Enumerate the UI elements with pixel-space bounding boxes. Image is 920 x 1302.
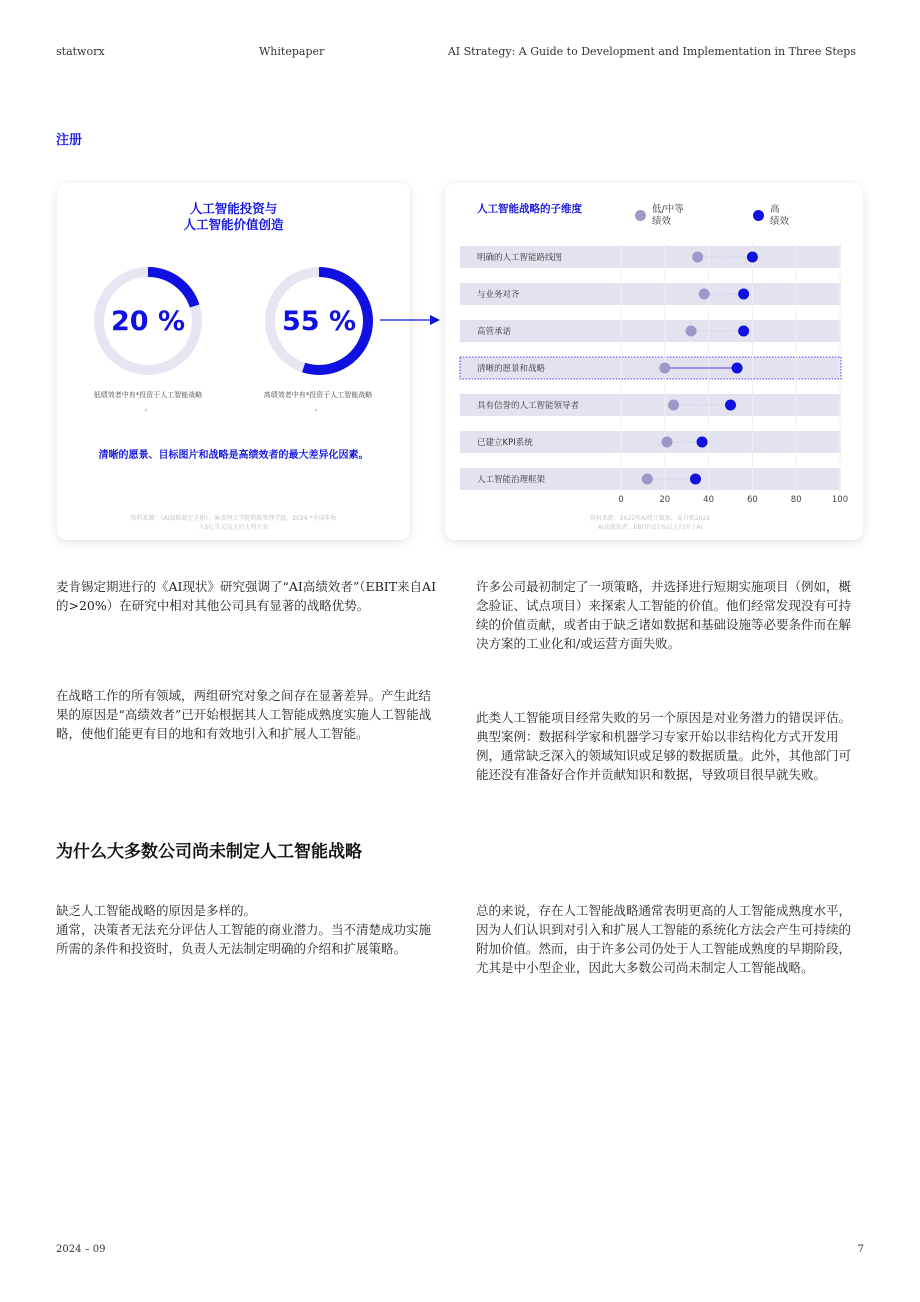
arrow-right-icon [378, 312, 442, 328]
high-performer-point [732, 363, 743, 374]
category-label: 已建立KPI系统 [477, 438, 533, 448]
chart-source-line1: 资料来源：2022年AI统计数据，麦肯锡2022 [589, 515, 711, 522]
donut-low-caption-block [71, 389, 225, 415]
legend-high-line2: 绩效 [770, 216, 790, 227]
col1-paragraph-2: 在战略工作的所有领域，两组研究对象之间存在显著差异。产生此结果的原因是“高绩效者”已开始根据其人工智能成熟度实施人工智能战略，使他们能更有目的地和有效地引入和扩展人工智能。 [56, 688, 432, 741]
header-doc-title: AI Strategy: A Guide to Development and Implementation in Three Steps [447, 45, 856, 58]
legend-low-label [652, 204, 712, 228]
col2-paragraph-2: 此类人工智能项目经常失败的另一个原因是对业务潜力的错误评估。典型案例：数据科学家和机器学习专家开始以非结构化方式开发用例，通常缺乏深入的领域知识或足够的数据质量。此外，其他部门可能还没有准备好合作并贡献知识和数据，导致项目很早就失败。 [476, 710, 852, 782]
donut-low-caption: 低绩效者中有*投资于人工智能战略 [93, 391, 203, 399]
investment-source-line1: 资料来源：《AI战略制定手册》，麻省理工学院斯隆管理学院，2024 *全球年收 [130, 515, 337, 522]
category-band [460, 320, 841, 342]
col1-paragraph-3 [56, 901, 436, 958]
category-label: 明确的人工智能路线图 [477, 253, 563, 263]
category-label: 人工智能治理框架 [477, 475, 546, 485]
high-performer-point [697, 437, 708, 448]
donut-low-performers [91, 264, 205, 378]
card-title-line2: 人工智能价值创造 [183, 217, 284, 232]
col2-paragraph-3: 总的来说，存在人工智能战略通常表明更高的人工智能成熟度水平，因为人们认识到对引入和扩展人工智能的系统化方法会产生可持续的附加价值。然而，由于许多公司仍处于人工智能成熟度的早期阶段，尤其是中小型企业，因此大多数公司尚未制定人工智能战略。 [476, 903, 852, 975]
footer-page-number: 7 [857, 1244, 864, 1255]
header-doc-type: Whitepaper [259, 45, 325, 58]
x-tick-label: 60 [746, 495, 758, 505]
investment-source [97, 514, 370, 532]
donut-low-value: 20 % [110, 305, 186, 337]
dot-plot [445, 238, 863, 518]
investment-source-line2: 入5亿美元以上的大型企业 [198, 524, 269, 531]
high-performer-point [738, 326, 749, 337]
x-tick-label: 40 [703, 495, 715, 505]
card-title-line1: 人工智能投资与 [189, 201, 278, 216]
high-performer-point [738, 289, 749, 300]
x-tick-label: 80 [790, 495, 802, 505]
investment-conclusion: 清晰的愿景、目标图片和战略是高绩效者的最大差异化因素。 [98, 450, 369, 461]
legend-high-marker [753, 210, 764, 221]
col1-paragraph-1: 麦肯锡定期进行的《AI现状》研究强调了“AI高绩效者”（EBIT来自AI的>20%）在研究中相对其他公司具有显著的战略优势。 [56, 579, 437, 613]
footer-date: 2024 – 09 [56, 1244, 106, 1255]
low-performer-point [668, 400, 679, 411]
category-label: 具有信誉的人工智能领导者 [477, 401, 580, 411]
chart-source-line2: AI高绩效者：EBIT的11%以上归因于AI [597, 524, 703, 531]
legend-low-marker [635, 210, 646, 221]
section-heading: 为什么大多数公司尚未制定人工智能战略 [56, 842, 362, 862]
col1-paragraph-3a: 缺乏人工智能战略的原因是多样的。 [56, 903, 257, 918]
donut-high-caption-block [241, 389, 395, 415]
category-label: 高管承诺 [477, 327, 512, 337]
legend-high-line1: 高 [770, 204, 780, 215]
header-brand: statworx [56, 45, 105, 58]
x-tick-label: 20 [659, 495, 671, 505]
donut-low-caption-dot: 。 [144, 404, 152, 412]
col1-paragraph-3b: 通常，决策者无法充分评估人工智能的商业潜力。当不清楚成功实施所需的条件和投资时，负责人无法制定明确的介绍和扩展策略。 [56, 922, 432, 956]
low-performer-point [692, 252, 703, 263]
low-performer-point [661, 437, 672, 448]
donut-high-caption-dot: 。 [314, 404, 322, 412]
category-label: 与业务对齐 [477, 290, 520, 300]
low-performer-point [659, 363, 670, 374]
legend-low-line1: 低/中等 [652, 204, 684, 215]
donut-high-performers [262, 264, 376, 378]
col2-paragraph-1: 许多公司最初制定了一项策略，并选择进行短期实施项目（例如，概念验证、试点项目）来探索人工智能的价值。他们经常发现没有可持续的价值贡献，或者由于缺乏诸如数据和基础设施等必要条件而在解决方案的工业化和/或运营方面失败。 [476, 579, 852, 651]
low-performer-point [642, 474, 653, 485]
donut-high-caption: 高绩效者中有*投资于人工智能战略 [263, 391, 373, 399]
donut-high-value: 55 % [281, 305, 357, 337]
low-performer-point [699, 289, 710, 300]
low-performer-point [686, 326, 697, 337]
legend-high-label [770, 204, 810, 228]
x-tick-label: 0 [618, 495, 624, 505]
high-performer-point [725, 400, 736, 411]
investment-card [57, 183, 410, 540]
chart-title: 人工智能战略的子维度 [477, 203, 582, 215]
strategy-chart-card [445, 183, 863, 540]
category-label: 清晰的愿景和战略 [477, 364, 546, 374]
x-tick-label: 100 [831, 495, 849, 505]
investment-card-title [57, 201, 410, 233]
section-label: 注册 [56, 133, 83, 148]
chart-source [545, 514, 755, 532]
high-performer-point [747, 252, 758, 263]
legend-low-line2: 绩效 [652, 216, 672, 227]
high-performer-point [690, 474, 701, 485]
